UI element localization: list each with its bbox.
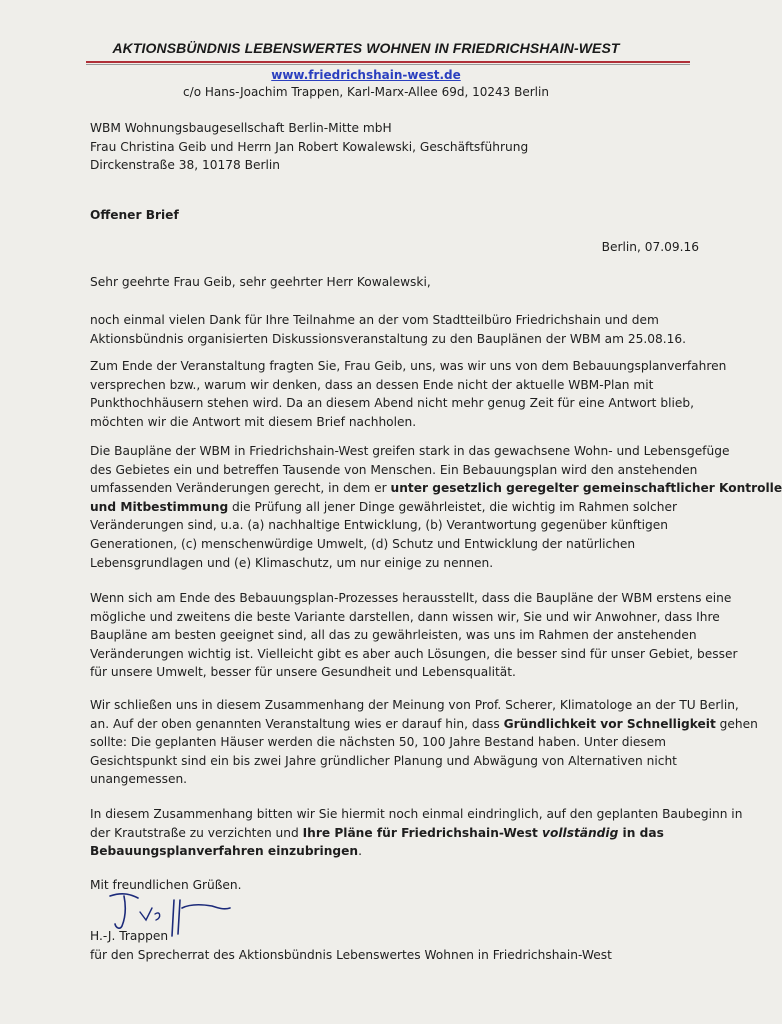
text-line: des Gebietes ein und betreffen Tausende von Menschen. Ein Bebauungsplan wird den anstehenden [90, 462, 698, 477]
text-line: Zum Ende der Veranstaltung fragten Sie, Frau Geib, uns, was wir uns von dem Bebauungsplanverfahren [90, 359, 727, 373]
text-line: versprechen bzw., warum wir denken, dass an dessen Ende nicht der aktuelle WBM-Plan mit [90, 377, 654, 392]
recipient-line: WBM Wohnungsbaugesellschaft Berlin-Mitte mbH [90, 121, 392, 135]
paragraph-1 [90, 311, 700, 348]
bold-text-run: unter gesetzlich geregelter gemeinschaftlicher Kontrolle [390, 481, 782, 496]
text-line: Punkthochhäusern stehen wird. Da an diesem Abend nicht mehr genug Zeit für eine Antwort blieb, [90, 396, 694, 411]
text-line [90, 824, 700, 843]
text-run: der Krautstraße zu verzichten und [90, 825, 303, 840]
website-link[interactable]: www.friedrichshain-west.de [271, 68, 461, 82]
bold-text-run: Gründlichkeit vor Schnelligkeit [503, 716, 716, 731]
text-line: Lebensgrundlagen und (e) Klimaschutz, um nur einige zu nennen. [90, 555, 494, 570]
bold-text-run: Ihre Pläne für Friedrichshain-West [302, 825, 543, 840]
text-run: an. Auf der oben genannten Veranstaltung wies er darauf hin, dass [90, 716, 504, 731]
paragraph-3 [90, 442, 782, 572]
organization-title: AKTIONSBÜNDNIS LEBENSWERTES WOHNEN IN FRIEDRICHSHAIN-WEST [112, 40, 620, 56]
sender-address: c/o Hans-Joachim Trappen, Karl-Marx-Allee 69d, 10243 Berlin [183, 85, 549, 99]
text-line: Veränderungen wichtig ist. Vielleicht gibt es aber auch Lösungen, die besser sind für unser Gebiet, besser [90, 646, 738, 661]
text-line: Gesichtspunkt sind ein bis zwei Jahre gründlicher Planung und Abwägung von Alternativen nicht [90, 753, 677, 768]
signer-role: für den Sprecherrat des Aktionsbündnis Lebenswertes Wohnen in Friedrichshain-West [90, 948, 612, 962]
text-line: noch einmal vielen Dank für Ihre Teilnahme an der vom Stadtteilbüro Friedrichshain und dem [90, 313, 659, 327]
header-rule-red [86, 61, 690, 63]
text-run: . [358, 844, 362, 859]
text-line: Wenn sich am Ende des Bebauungsplan-Prozesses herausstellt, dass die Baupläne der WBM erstens eine [90, 591, 732, 605]
text-line: Wir schließen uns in diesem Zusammenhang der Meinung von Prof. Scherer, Klimatologe an der TU Berlin, [90, 698, 739, 712]
closing: Mit freundlichen Grüßen. [90, 878, 242, 892]
paragraph-6 [90, 805, 743, 861]
text-line: Aktionsbündnis organisierten Diskussionsveranstaltung zu den Bauplänen der WBM am 25.08.16. [90, 331, 686, 346]
text-run: umfassenden Veränderungen gerecht, in dem er [90, 481, 391, 496]
letter-date: Berlin, 07.09.16 [601, 240, 699, 254]
paragraph-2 [90, 357, 727, 431]
text-line: Die Baupläne der WBM in Friedrichshain-West greifen stark in das gewachsene Wohn- und Lebensgefüge [90, 444, 730, 458]
recipient-line: Frau Christina Geib und Herrn Jan Robert Kowalewski, Geschäftsführung [90, 139, 529, 154]
text-line: In diesem Zusammenhang bitten wir Sie hiermit noch einmal eindringlich, auf den geplanten Baubeginn in [90, 807, 743, 821]
bold-text-run: in das [618, 825, 664, 840]
text-line [90, 479, 782, 498]
subject-line: Offener Brief [90, 208, 179, 222]
text-line [90, 842, 700, 861]
signer-name: H.-J. Trappen [90, 929, 169, 943]
text-line: für unsere Umwelt, besser für unsere Gesundheit und Lebensqualität. [90, 665, 516, 680]
text-line: Baupläne am besten geeignet sind, all das zu gewährleisten, was uns im Rahmen der anstehenden [90, 628, 697, 643]
paragraph-4 [90, 589, 738, 682]
text-line: sollte: Die geplanten Häuser werden die nächsten 50, 100 Jahre Bestand haben. Unter diesem [90, 735, 667, 750]
text-line: möchten wir die Antwort mit diesem Brief nachholen. [90, 414, 417, 429]
text-line: unangemessen. [90, 772, 188, 787]
text-line: Veränderungen sind, u.a. (a) nachhaltige Entwicklung, (b) Verantwortung gegenüber künftigen [90, 518, 668, 533]
bold-text-run: Bebauungsplanverfahren einzubringen [90, 844, 359, 859]
header-rule-grey [86, 64, 690, 65]
text-line [90, 498, 700, 517]
text-line: mögliche und zweitens die beste Variante darstellen, dann wissen wir, Sie und wir Anwohner, dass Ihre [90, 609, 720, 624]
recipient-line: Dirckenstraße 38, 10178 Berlin [90, 158, 280, 173]
salutation: Sehr geehrte Frau Geib, sehr geehrter Herr Kowalewski, [90, 275, 431, 289]
text-line [90, 715, 758, 734]
paragraph-5 [90, 696, 758, 789]
bold-italic-text-run: vollständig [542, 825, 619, 840]
recipient-block [90, 119, 700, 175]
bold-text-run: und Mitbestimmung [90, 499, 229, 514]
text-run: die Prüfung all jener Dinge gewährleistet, die wichtig im Rahmen solcher [228, 499, 677, 514]
text-line: Generationen, (c) menschenwürdige Umwelt, (d) Schutz und Entwicklung der natürlichen [90, 536, 636, 551]
text-run: gehen [715, 716, 758, 731]
